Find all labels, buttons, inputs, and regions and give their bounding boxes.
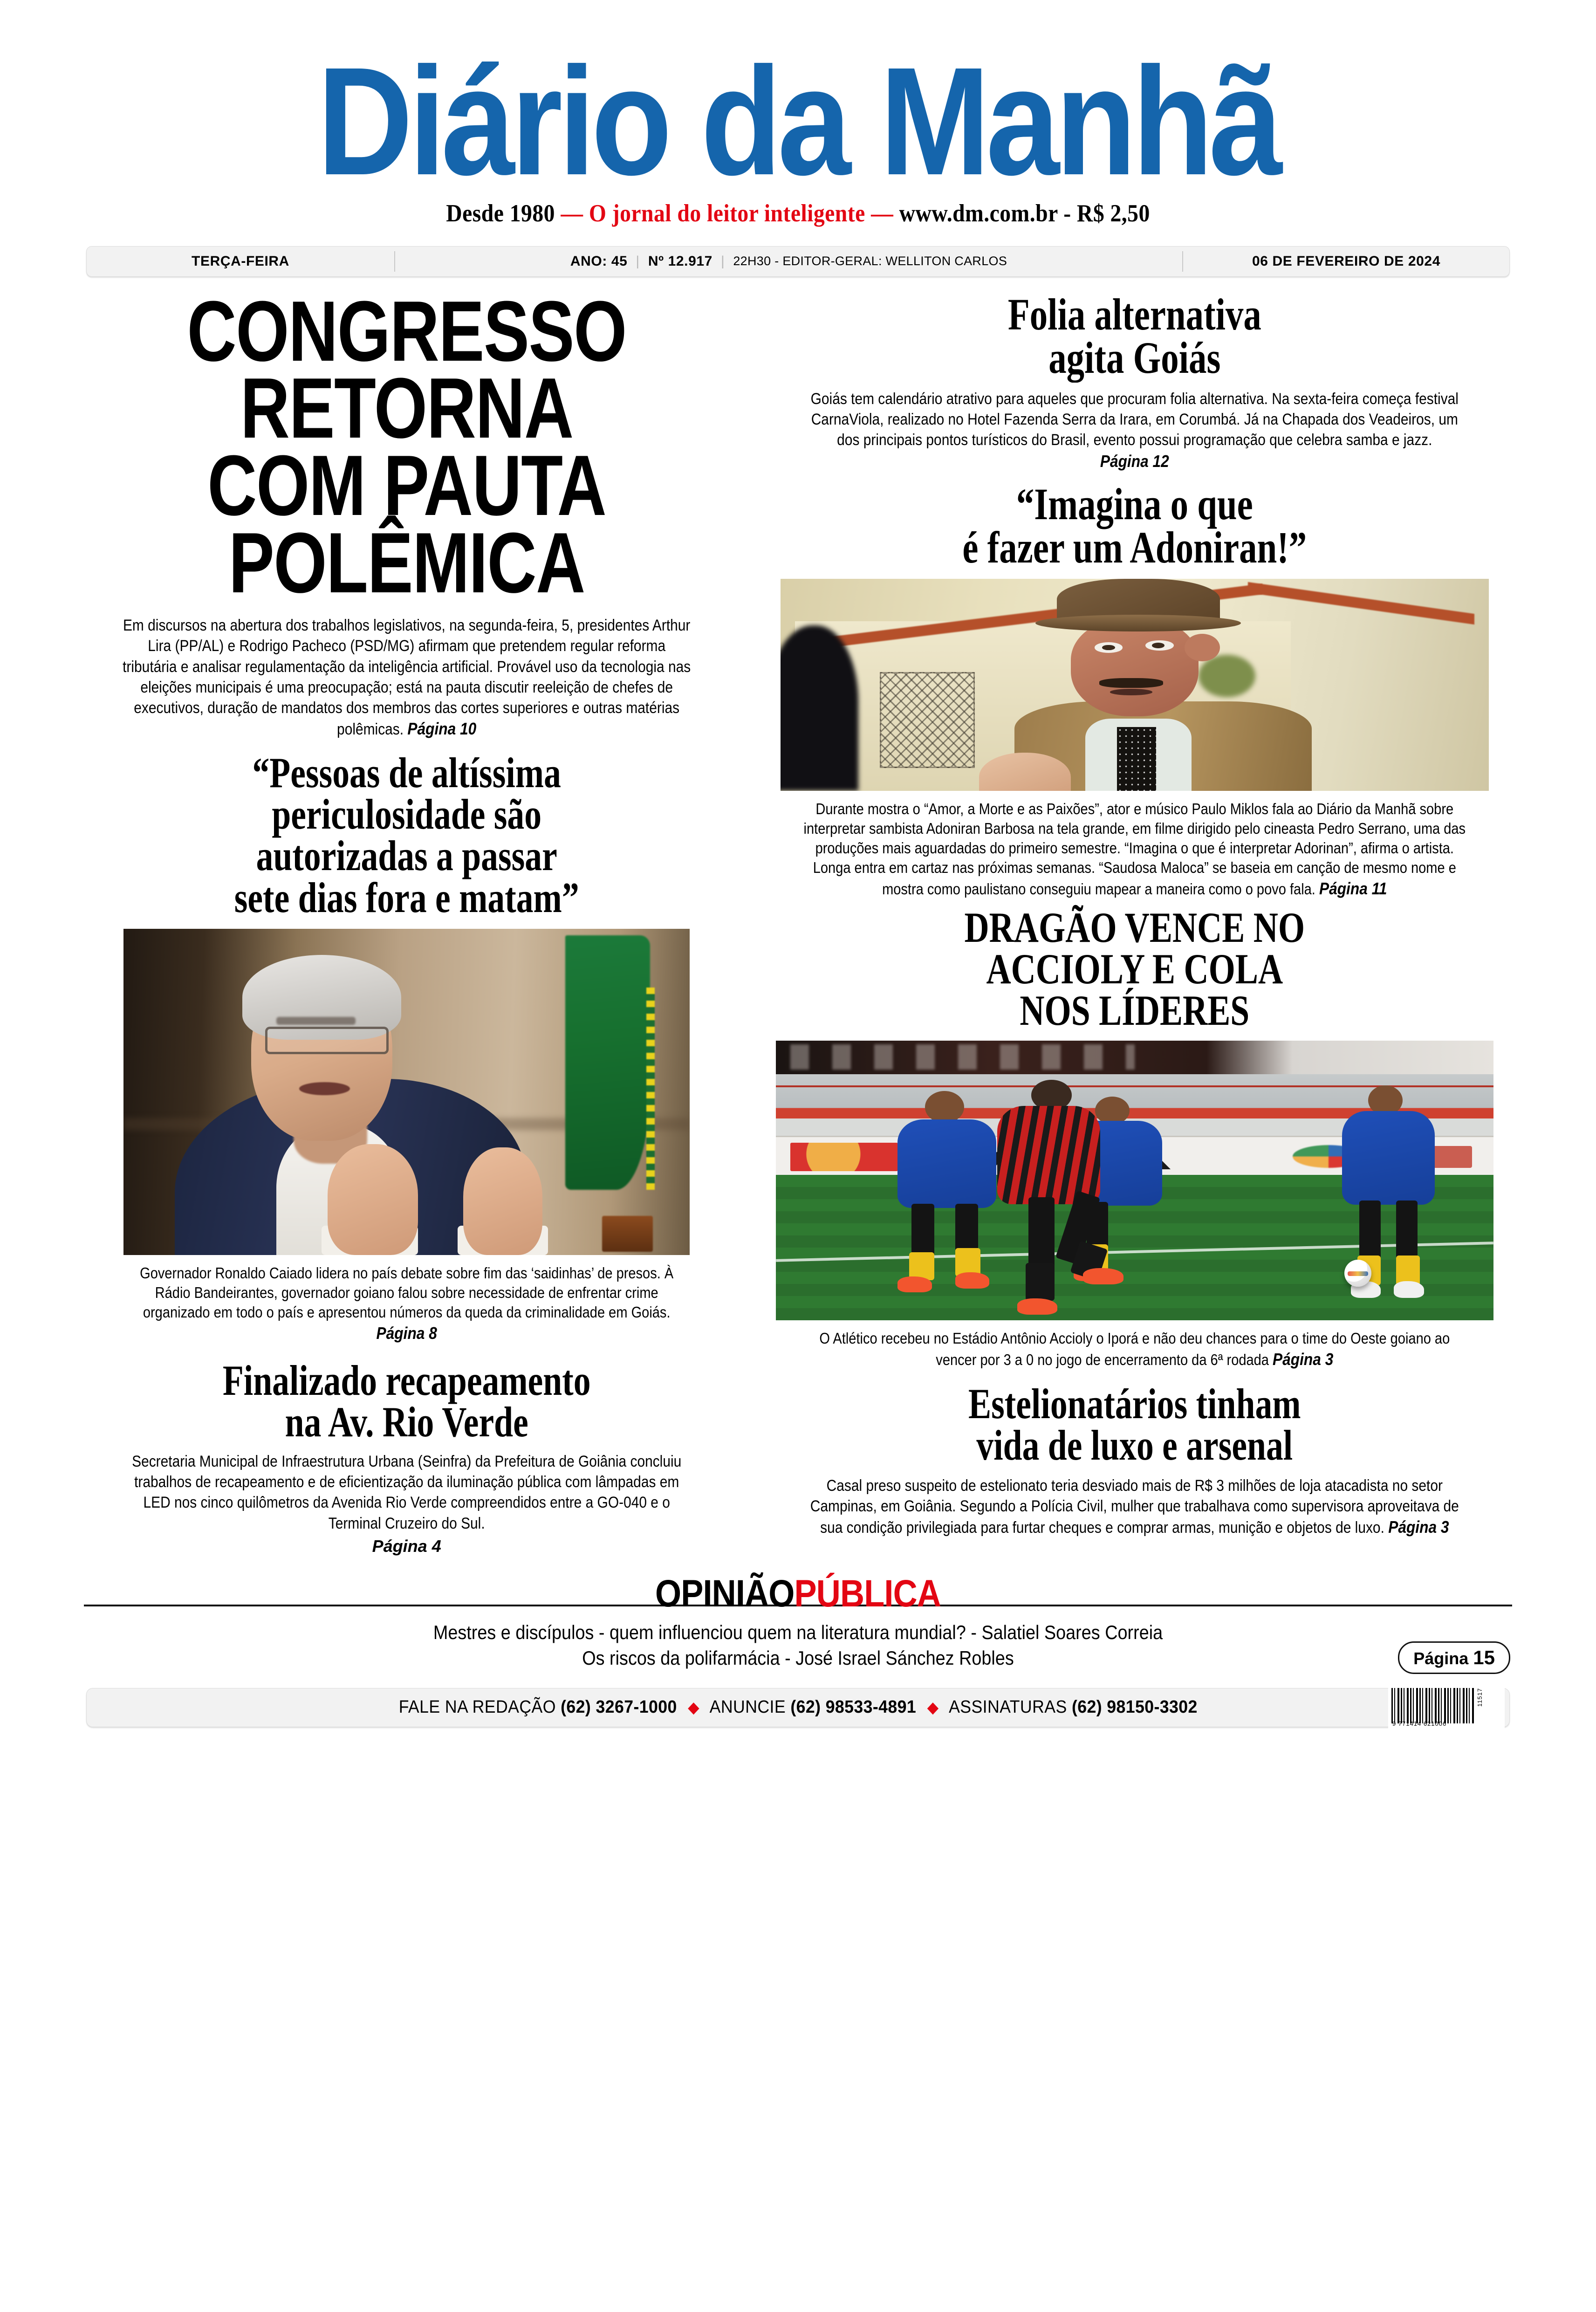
- miklos-tie: [1117, 727, 1156, 791]
- caiado-caption-text: Governador Ronaldo Caiado lidera no país debate sobre fim das ‘saidinhas’ de presos. À Rádio Bandeirantes, governador goiano falou sobre necessidade de enfrentar crime organizado em todo o país e apresentou números da queda da criminalidade em Goiás.: [140, 1264, 674, 1321]
- estelionato-page-ref[interactable]: Página 3: [1388, 1517, 1449, 1537]
- folia-headline: [833, 289, 1437, 383]
- footer-redacao-label: FALE NA REDAÇÃO: [398, 1697, 556, 1717]
- story-caiado[interactable]: [84, 748, 729, 1344]
- story-congresso[interactable]: [84, 282, 729, 740]
- congresso-body: [123, 615, 691, 740]
- photo-bg-roof-right: [1248, 582, 1474, 624]
- newspaper-logo: Diário da Manhã: [317, 35, 1279, 207]
- infobar-edition-group: [395, 254, 1182, 269]
- estelionato-body-text: Casal preso suspeito de estelionato teria desviado mais de R$ 3 milhões de loja atacadista no setor Campinas, em Goiânia. Segundo a Polícia Civil, mulher que trabalhava como supervisora aproveitava de sua condição privilegiada para furtar cheques e comprar armas, munição e objetos de luxo.: [810, 1477, 1459, 1537]
- infobar-sep-2: |: [720, 253, 725, 269]
- diamond-icon-1: ◆: [687, 1699, 699, 1717]
- adoniran-headline: [833, 479, 1437, 573]
- adoniran-headline-line-2: é fazer um Adoniran!”: [962, 522, 1307, 573]
- miklos-face: [1071, 619, 1199, 716]
- foreground-silhouette: [781, 625, 858, 791]
- miklos-pupil-left: [1102, 645, 1115, 651]
- masthead: [0, 0, 1596, 227]
- congresso-headline-line-3: COM PAUTA: [207, 437, 606, 533]
- player-boot-left: [1017, 1298, 1057, 1315]
- dragao-photo: [776, 1041, 1493, 1320]
- brazil-flag-icon: [565, 935, 650, 1190]
- congresso-page-ref[interactable]: Página 10: [407, 719, 477, 739]
- estelionato-headline-line-1: Estelionatários tinham: [968, 1379, 1301, 1427]
- stadium-banner: [776, 1041, 1493, 1074]
- right-column: [757, 289, 1512, 1556]
- miklos-ear: [1185, 634, 1220, 661]
- player-leg-left: [1359, 1201, 1381, 1264]
- player-boot-right: [955, 1272, 990, 1289]
- opiniao-page-number: 15: [1473, 1646, 1495, 1668]
- infobar-date: 06 DE FEVEREIRO DE 2024: [1252, 253, 1440, 269]
- dragao-headline-line-1: DRAGÃO VENCE NO: [964, 903, 1305, 951]
- dragao-headline: [833, 903, 1437, 1035]
- congresso-body-text: Em discursos na abertura dos trabalhos legislativos, na segunda-feira, 5, presidentes Arthur Lira (PP/AL) e Rodrigo Pacheco (PSD/MG) afirmam que pretendem regular reforma tributária e analisar regulamentação da inteligência artificial. Provável uso da tecnologia nas eleições municipais é uma preocupação; está na pauta discutir reeleição de chefes de executivos, duração de mandatos dos membros das cortes superiores e outras matérias polêmicas.: [123, 617, 691, 739]
- footer-anuncie-phone[interactable]: (62) 98533-4891: [790, 1697, 916, 1717]
- contact-footer-bar: [86, 1688, 1510, 1727]
- folia-headline-line-2: agita Goiás: [1048, 332, 1221, 383]
- infobar-sep-1: |: [636, 253, 640, 269]
- footer-contacts: [398, 1697, 1197, 1717]
- story-folia[interactable]: [757, 289, 1512, 473]
- window-grid-icon: [880, 672, 975, 768]
- player-jersey: [897, 1119, 996, 1208]
- story-adoniran[interactable]: [757, 479, 1512, 899]
- miklos-mouth: [1110, 689, 1152, 695]
- tagline-dash-right: —: [871, 199, 894, 227]
- barcode-bars: [1391, 1688, 1474, 1723]
- player-leg-right: [1396, 1201, 1418, 1264]
- footer-assinaturas-label: ASSINATURAS: [948, 1697, 1067, 1717]
- player-boot-right: [1394, 1281, 1424, 1298]
- caiado-headline-line-2: periculosidade são: [272, 790, 542, 838]
- opiniao-article-1[interactable]: Mestres e discípulos - quem influenciou quem na literatura mundial? - Salatiel Soares Correia: [433, 1621, 1163, 1643]
- caiado-photo: [123, 929, 690, 1255]
- player-jersey: [997, 1106, 1101, 1205]
- barcode-issue-code: 11517: [1476, 1688, 1483, 1707]
- masthead-tagline: [80, 199, 1516, 227]
- congresso-headline-line-4: POLÊMICA: [228, 514, 585, 611]
- player-sock-left: [1026, 1263, 1055, 1301]
- miklos-pupil-right: [1152, 643, 1164, 648]
- congresso-headline-line-1: CONGRESSO: [187, 282, 626, 379]
- advert-logo-1: [790, 1143, 898, 1171]
- miklos-moustache: [1099, 678, 1163, 687]
- tagline-slogan: O jornal do leitor inteligente: [589, 199, 865, 227]
- tagline-since: Desde 1980: [446, 199, 555, 227]
- congresso-headline-line-2: RETORNA: [240, 360, 573, 456]
- infobar-editor: 22H30 - EDITOR-GERAL: WELLITON CARLOS: [733, 254, 1007, 268]
- opiniao-title: [170, 1572, 1426, 1615]
- estelionato-headline-line-2: vida de luxo e arsenal: [976, 1421, 1293, 1469]
- folia-headline-line-1: Folia alternativa: [1008, 289, 1262, 339]
- caiado-headline-line-4: sete dias fora e matam”: [234, 873, 579, 921]
- estelionato-body: [803, 1475, 1467, 1538]
- caiado-headline: [149, 748, 665, 921]
- tagline-site-price: www.dm.com.br - R$ 2,50: [899, 199, 1150, 227]
- adoniran-caption: [803, 799, 1467, 899]
- story-estelionato[interactable]: [757, 1379, 1512, 1539]
- edition-info-bar: [86, 246, 1510, 277]
- folia-page-ref[interactable]: Página 12: [1100, 451, 1170, 471]
- estelionato-headline: [833, 1379, 1437, 1469]
- opiniao-page-badge[interactable]: [1398, 1641, 1510, 1674]
- opiniao-publica-section: [84, 1572, 1512, 1671]
- player-boot-right: [1083, 1268, 1123, 1284]
- dragao-headline-line-3: NOS LÍDERES: [1020, 987, 1250, 1035]
- caiado-caption: [123, 1263, 691, 1344]
- infobar-issue: Nº 12.917: [648, 253, 712, 269]
- opiniao-title-red: PÚBLICA: [794, 1572, 941, 1615]
- caiado-eyebrow: [276, 1017, 356, 1025]
- infobar-year: ANO: 45: [570, 253, 628, 269]
- player-leg-left: [1028, 1197, 1054, 1272]
- infobar-weekday: TERÇA-FEIRA: [192, 253, 289, 269]
- rioverde-headline: [149, 1356, 665, 1446]
- story-rio-verde[interactable]: [84, 1356, 729, 1556]
- caiado-hand-right: [463, 1147, 542, 1255]
- hat-brim: [1035, 615, 1241, 631]
- footer-anuncie-label: ANUNCIE: [709, 1697, 786, 1717]
- player-blue-1: [891, 1091, 1006, 1292]
- rioverde-headline-line-2: na Av. Rio Verde: [285, 1398, 528, 1446]
- left-column: [84, 282, 729, 1556]
- barcode-number: 9 771414 621006: [1392, 1720, 1447, 1727]
- rioverde-headline-line-1: Finalizado recapeamento: [222, 1356, 591, 1404]
- opiniao-title-black: OPINIÃO: [655, 1572, 795, 1615]
- diamond-icon-2: ◆: [927, 1699, 939, 1717]
- tagline-dash-left: —: [561, 199, 583, 227]
- caiado-mouth: [299, 1082, 350, 1095]
- opiniao-articles: [155, 1619, 1441, 1671]
- flag-trim: [646, 988, 655, 1190]
- dragao-caption-text: O Atlético recebeu no Estádio Antônio Accioly o Iporá e não deu chances para o time do Oeste goiano ao vencer por 3 a 0 no jogo de encerramento da 6ª rodada: [819, 1330, 1450, 1368]
- opiniao-article-2[interactable]: Os riscos da polifarmácia - José Israel Sánchez Robles: [582, 1647, 1014, 1669]
- footer-redacao-phone[interactable]: (62) 3267-1000: [560, 1697, 677, 1717]
- adoniran-page-ref[interactable]: Página 11: [1319, 878, 1387, 898]
- glasses-icon: [265, 1027, 389, 1054]
- player-atletico: [991, 1080, 1135, 1315]
- story-dragao[interactable]: [757, 903, 1512, 1370]
- dragao-caption: [803, 1329, 1467, 1370]
- player-boot-left: [897, 1276, 932, 1293]
- caiado-hand-left: [328, 1144, 418, 1255]
- caiado-page-ref[interactable]: Página 8: [376, 1323, 437, 1343]
- folia-body: [803, 389, 1467, 472]
- congresso-headline: [149, 282, 665, 611]
- adoniran-caption-text: Durante mostra o “Amor, a Morte e as Paixões”, ator e músico Paulo Miklos fala ao Diário da Manhã sobre interpretar sambista Adoniran Barbosa na tela grande, em filme dirigido pelo cineasta Pedro Serrano, uma das produções mais aguardadas do primeiro semestre. “Imagina o que é interpretar Adorinan”, afirma o artista. Longa entra em cartaz nas próximas semanas. “Saudosa Maloca” se baseia em canção de mesmo nome e mostra como paulistano conseguiu mapear a maneira como o povo fala.: [803, 800, 1466, 898]
- rioverde-body: [123, 1451, 691, 1534]
- content-columns: [0, 282, 1596, 1556]
- rioverde-body-text: Secretaria Municipal de Infraestrutura Urbana (Seinfra) da Prefeitura de Goiânia concluiu trabalhos de recapeamento e de eficientização da iluminação pública com lâmpadas em LED nos cinco quilômetros da Avenida Rio Verde compreendidos entre a GO-040 e o Terminal Cruzeiro do Sul.: [132, 1453, 682, 1532]
- rioverde-page-ref[interactable]: Página 4: [372, 1536, 441, 1556]
- opiniao-page-label: Página: [1413, 1648, 1469, 1668]
- dragao-headline-line-2: ACCIOLY E COLA: [986, 945, 1283, 993]
- player-jersey: [1342, 1111, 1435, 1205]
- player-head: [925, 1091, 964, 1123]
- caiado-headline-line-3: autorizadas a passar: [256, 832, 557, 880]
- folia-body-text: Goiás tem calendário atrativo para aqueles que procuram folia alternativa. Na sexta-feira começa festival CarnaViola, realizado no Hotel Fazenda Serra da Irara, em Corumbá. Já na Chapada dos Veadeiros, um dos principais pontos turísticos do Brasil, evento possui programação que celebra samba e jazz.: [811, 390, 1459, 449]
- flag-base: [602, 1216, 653, 1252]
- barcode: [1388, 1686, 1505, 1730]
- dragao-page-ref[interactable]: Página 3: [1273, 1349, 1334, 1369]
- adoniran-headline-line-1: “Imagina o que: [1016, 479, 1254, 529]
- photo-bg-bush: [1199, 655, 1255, 697]
- adoniran-photo: [781, 579, 1489, 791]
- caiado-headline-line-1: “Pessoas de altíssima: [252, 748, 561, 796]
- footer-assinaturas-phone[interactable]: (62) 98150-3302: [1071, 1697, 1198, 1717]
